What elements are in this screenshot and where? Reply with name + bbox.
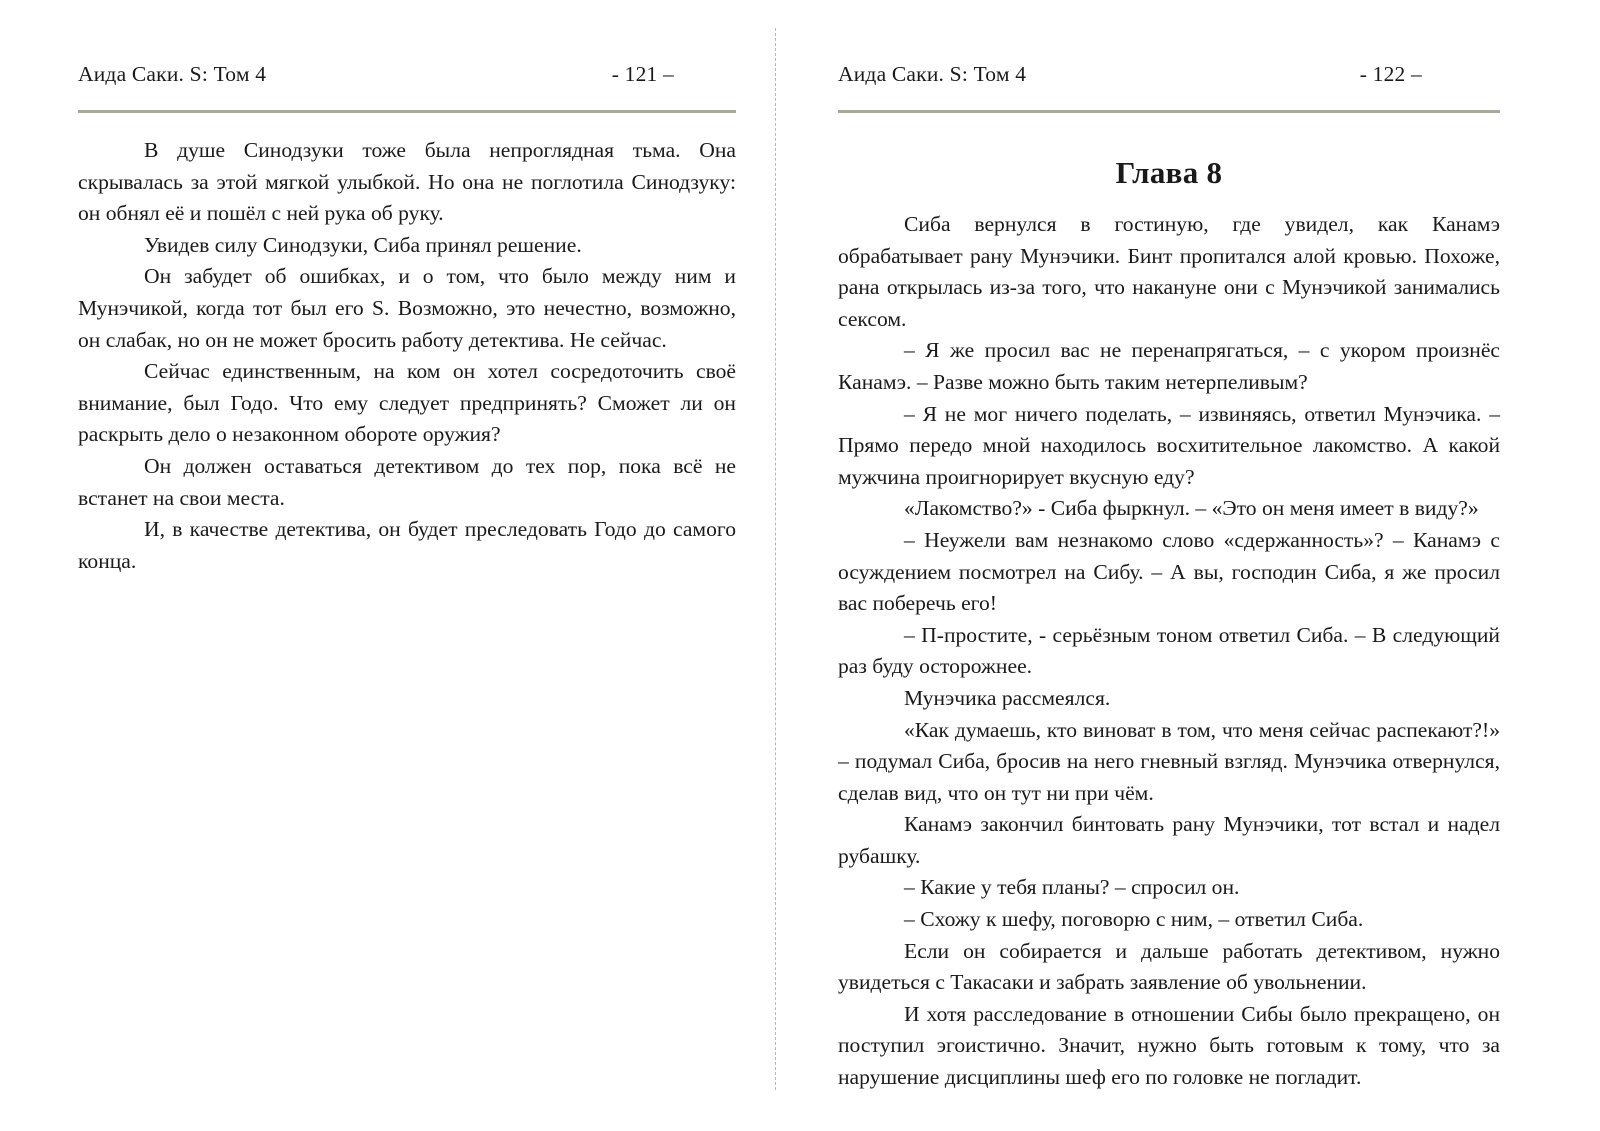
- paragraph: Он должен оставаться детективом до тех пор, пока всё не встанет на свои места.: [78, 453, 736, 510]
- page-gutter-divider: [775, 28, 776, 1090]
- left-page-header-title: Аида Саки. S: Том 4: [78, 62, 267, 86]
- paragraph: «Как думаешь, кто виноват в том, что меня сейчас распекают?!» – подумал Сиба, бросив на него гневный взгляд. Мунэчика отвернулся, сделав вид, что он тут ни при чём.: [838, 717, 1500, 805]
- paragraph: Сиба вернулся в гостиную, где увидел, как Канамэ обрабатывает рану Мунэчики. Бинт пропитался алой кровью. Похоже, рана открылась из-за того, что накануне они с Мунэчикой занимались сексом.: [838, 212, 1500, 331]
- left-page-header-rule: [78, 110, 736, 113]
- left-page-body: [78, 135, 736, 577]
- paragraph: – Какие у тебя планы? – спросил он.: [904, 875, 1240, 900]
- paragraph: «Лакомство?» - Сиба фыркнул. – «Это он меня имеет в виду?»: [904, 496, 1479, 521]
- left-page-header: [78, 0, 736, 87]
- paragraph: – Я не мог ничего поделать, – извиняясь, ответил Мунэчика. – Прямо передо мной находилось восхитительное лакомство. А какой мужчина проигнорирует вкусную еду?: [838, 401, 1500, 489]
- paragraph: Сейчас единственным, на ком он хотел сосредоточить своё внимание, был Годо. Что ему следует предпринять? Сможет ли он раскрыть дело о незаконном обороте оружия?: [78, 359, 736, 447]
- paragraph: – П-простите, - серьёзным тоном ответил Сиба. – В следующий раз буду осторожнее.: [838, 622, 1500, 679]
- right-page-number: - 122 –: [1359, 62, 1422, 86]
- paragraph: Канамэ закончил бинтовать рану Мунэчики, тот встал и надел рубашку.: [838, 812, 1500, 868]
- right-page: [838, 0, 1500, 1131]
- right-page-header: [838, 0, 1500, 87]
- right-page-header-rule: [838, 110, 1500, 113]
- right-page-body: [838, 209, 1500, 1094]
- right-page-header-title: Аида Саки. S: Том 4: [838, 62, 1027, 86]
- left-page-number: - 121 –: [611, 62, 674, 86]
- paragraph: – Неужели вам незнакомо слово «сдержанность»? – Канамэ с осуждением посмотрел на Сибу. – А вы, господин Сиба, я же просил вас поберечь его!: [838, 527, 1500, 616]
- paragraph: И хотя расследование в отношении Сибы было прекращено, он поступил эгоистично. Значит, нужно быть готовым к тому, что за нарушение дисциплины шеф его по головке не погладит.: [838, 1001, 1500, 1090]
- paragraph: Мунэчика рассмеялся.: [904, 685, 1111, 710]
- paragraph: В душе Синодзуки тоже была непроглядная тьма. Она скрывалась за этой мягкой улыбкой. Но она не поглотила Синодзуку: он обнял её и пошёл с ней рука об руку.: [78, 138, 736, 226]
- left-page: [78, 0, 736, 1131]
- paragraph: Увидев силу Синодзуки, Сиба принял решение.: [144, 232, 582, 257]
- paragraph: И, в качестве детектива, он будет преследовать Годо до самого конца.: [78, 517, 736, 573]
- paragraph: – Схожу к шефу, поговорю с ним, – ответил Сиба.: [904, 907, 1364, 932]
- chapter-heading: Глава 8: [1115, 155, 1223, 190]
- paragraph: Он забудет об ошибках, и о том, что было между ним и Мунэчикой, когда тот был его S. Возможно, это нечестно, возможно, он слабак, но он не может бросить работу детектива. Не сейчас.: [78, 264, 736, 352]
- paragraph: Если он собирается и дальше работать детективом, нужно увидеться с Такасаки и забрать заявление об увольнении.: [838, 938, 1500, 995]
- paragraph: – Я же просил вас не перенапрягаться, – с укором произнёс Канамэ. – Разве можно быть таким нетерпеливым?: [838, 338, 1500, 394]
